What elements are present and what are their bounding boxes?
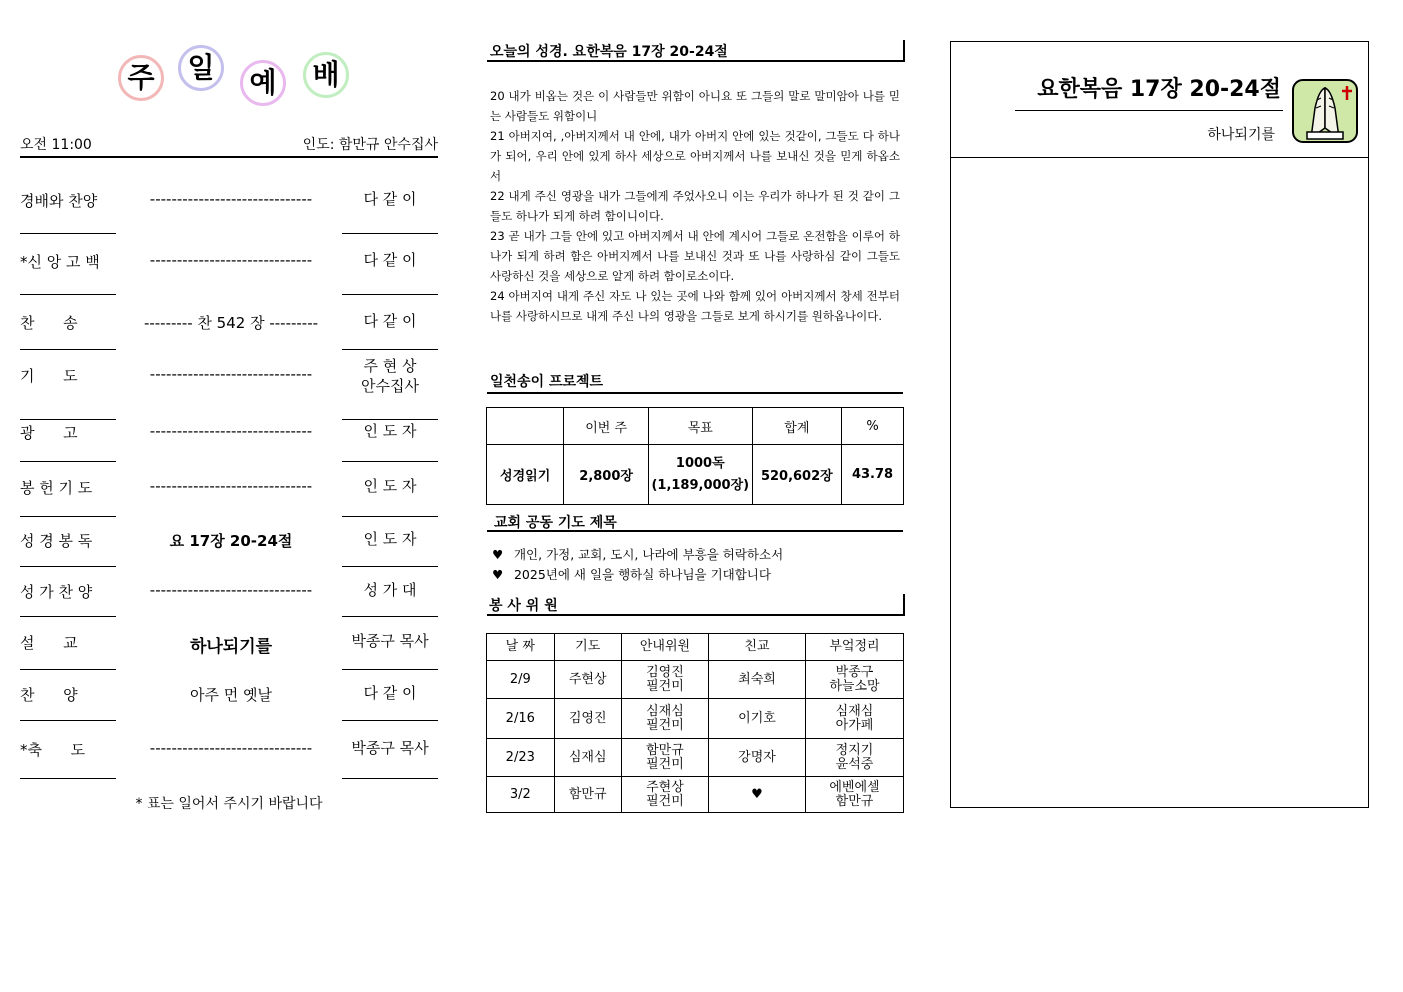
prayer-heading-text: 교회 공동 기도 제목 [494, 515, 617, 531]
sermon-title-underline [1015, 110, 1283, 111]
title-char: 주 [118, 55, 164, 101]
order-detail: ------------------------------ [149, 477, 313, 495]
table-cell: 박종구 하늘소망 [805, 661, 903, 699]
underline [342, 461, 438, 462]
table-cell: 3/2 [487, 777, 555, 813]
table-cell: 1000독 (1,189,000장) [648, 445, 752, 505]
table-header [487, 408, 564, 445]
underline [20, 669, 116, 670]
table-cell: 주현상 필건미 [621, 777, 708, 813]
list-item [492, 565, 902, 585]
table-cell: 정지기 윤석중 [805, 739, 903, 777]
underline [20, 720, 116, 721]
table-header: 안내위원 [621, 634, 708, 661]
table-cell: 2/16 [487, 699, 555, 739]
table-header: 날 짜 [487, 634, 555, 661]
table-cell: 주현상 [554, 661, 621, 699]
underline [20, 616, 116, 617]
scripture-verses [490, 86, 900, 326]
order-presenter: 인 도 자 [363, 530, 417, 548]
order-detail: ------------------------------ [149, 581, 313, 599]
title-char: 배 [303, 52, 349, 98]
project-heading-text: 일천송이 프로젝트 [490, 374, 604, 390]
table-cell: 심재심 필건미 [621, 699, 708, 739]
title-char: 예 [240, 60, 286, 106]
table-row [487, 661, 904, 699]
service-leader: 인도: 함만규 안수집사 [302, 137, 438, 153]
order-label: 성 가 찬 양 [20, 583, 93, 601]
list-item [492, 545, 902, 565]
table-cell: 2/23 [487, 739, 555, 777]
volunteers-heading [487, 594, 905, 616]
table-cell: 최숙희 [709, 661, 806, 699]
table-cell: 2/9 [487, 661, 555, 699]
underline [342, 778, 438, 779]
table-row [487, 634, 904, 661]
order-label: 성 경 봉 독 [20, 532, 93, 550]
table-row [487, 408, 904, 445]
prayer-list [492, 545, 902, 585]
underline [342, 720, 438, 721]
heart-icon: ♥ [492, 547, 504, 562]
table-cell: 에벤에셀 함만규 [805, 777, 903, 813]
scripture-heading [487, 40, 905, 62]
table-cell: 강명자 [709, 739, 806, 777]
table-row [487, 739, 904, 777]
prayer-item: 2025년에 새 일을 행하실 하나님을 기대합니다 [513, 567, 771, 582]
underline [342, 233, 438, 234]
table-cell: 이기호 [709, 699, 806, 739]
underline [20, 778, 116, 779]
prayer-item: 개인, 가정, 교회, 도시, 나라에 부흥을 허락하소서 [513, 547, 784, 562]
order-label: 경배와 찬양 [20, 192, 98, 210]
underline [20, 566, 116, 567]
volunteers-table [486, 633, 904, 813]
order-label: 봉 헌 기 도 [20, 479, 93, 497]
underline [342, 669, 438, 670]
order-presenter: 성 가 대 [363, 581, 417, 599]
order-label: 기 도 [20, 367, 78, 385]
order-presenter: 인 도 자 [363, 422, 417, 440]
project-heading [487, 368, 903, 394]
scripture-heading-text: 오늘의 성경. 요한복음 17장 20-24절 [490, 44, 728, 60]
table-header: 이번 주 [564, 408, 649, 445]
verse: 23 곧 내가 그들 안에 있고 아버지께서 내 안에 계시어 그들로 온전함을 이루어 하나가 되게 하려 함은 아버지께서 나를 보내신 것과 또 나를 사랑하심 같이 그들도 사랑하신 것을 세상으로 알게 하려 함이로소이다. [490, 229, 900, 283]
table-cell: ♥ [709, 777, 806, 813]
verse: 21 아버지여, ,아버지께서 내 안에, 내가 아버지 안에 있는 것같이, 그들도 다 하나가 되어, 우리 안에 있게 하사 세상으로 아버지께서 나를 보내신 것을 믿게 하옵소서 [490, 129, 900, 183]
underline [342, 616, 438, 617]
praying-hands-icon [1291, 78, 1359, 144]
table-row [487, 699, 904, 739]
order-label: 찬 양 [20, 686, 78, 704]
order-presenter: 박종구 목사 [351, 632, 429, 650]
underline [342, 294, 438, 295]
order-presenter: 인 도 자 [363, 477, 417, 495]
order-detail: ------------------------------ [149, 739, 313, 757]
order-presenter: 다 같 이 [363, 684, 417, 702]
order-detail: ------------------------------ [149, 190, 313, 208]
underline [20, 233, 116, 234]
verse: 24 아버지여 내게 주신 자도 나 있는 곳에 나와 함께 있어 아버지께서 창세 전부터 나를 사랑하시므로 내게 주신 나의 영광을 그들로 보게 하시기를 원하옵나이다. [490, 289, 900, 323]
volunteers-heading-text: 봉 사 위 원 [489, 598, 558, 614]
order-label: *신 앙 고 백 [20, 253, 100, 271]
verse: 20 내가 비옵는 것은 이 사람들만 위함이 아니요 또 그들의 말로 말미암아 나를 믿는 사람들도 위함이니 [490, 89, 900, 123]
service-time: 오전 11:00 [20, 137, 92, 153]
table-header: 합계 [752, 408, 841, 445]
underline [342, 349, 438, 350]
order-detail: ------------------------------ [149, 422, 313, 440]
order-label: 설 교 [20, 634, 78, 652]
title-char: 일 [178, 45, 224, 91]
table-cell: 함만규 필건미 [621, 739, 708, 777]
table-header: 기도 [554, 634, 621, 661]
heart-icon: ♥ [492, 567, 504, 582]
order-presenter: 다 같 이 [363, 251, 417, 269]
table-cell: 43.78 [842, 445, 904, 505]
underline [20, 461, 116, 462]
order-detail: --------- 찬 542 장 --------- [143, 314, 319, 332]
table-cell: 2,800장 [564, 445, 649, 505]
order-label: *축 도 [20, 741, 86, 759]
table-cell: 성경읽기 [487, 445, 564, 505]
underline [20, 419, 116, 420]
underline [342, 516, 438, 517]
project-table [486, 407, 904, 505]
sermon-title: 요한복음 17장 20-24절 [1037, 77, 1281, 102]
table-cell: 김영진 필건미 [621, 661, 708, 699]
order-label: 광 고 [20, 424, 78, 442]
verse: 22 내게 주신 영광을 내가 그들에게 주었사오니 이는 우리가 하나가 된 것 같이 그들도 하나가 되게 하려 함이니이다. [490, 189, 900, 223]
order-detail: ------------------------------ [149, 251, 313, 269]
sermon-notes-box [950, 41, 1369, 808]
table-header: 목표 [648, 408, 752, 445]
table-cell: 520,602장 [752, 445, 841, 505]
table-header: % [842, 408, 904, 445]
prayer-heading [487, 512, 903, 532]
order-detail: 하나되기를 [189, 637, 273, 657]
underline [20, 516, 116, 517]
table-cell: 심재심 [554, 739, 621, 777]
table-cell: 김영진 [554, 699, 621, 739]
sermon-subtitle: 하나되기를 [1207, 127, 1275, 143]
table-row [487, 445, 904, 505]
service-header [20, 132, 438, 158]
order-detail: 아주 먼 옛날 [190, 686, 272, 704]
table-cell: 심재심 아가페 [805, 699, 903, 739]
underline [342, 566, 438, 567]
table-header: 친교 [709, 634, 806, 661]
order-label: 찬 송 [20, 314, 78, 332]
order-presenter: 다 같 이 [363, 312, 417, 330]
underline [20, 349, 116, 350]
table-row [487, 777, 904, 813]
footnote: * 표는 일어서 주시기 바랍니다 [135, 796, 323, 812]
order-presenter: 주 현 상 안수집사 [361, 357, 419, 395]
table-cell: 함만규 [554, 777, 621, 813]
order-detail: 요 17장 20-24절 [169, 532, 293, 550]
table-header: 부엌정리 [805, 634, 903, 661]
order-presenter: 박종구 목사 [351, 739, 429, 757]
sermon-header [951, 42, 1368, 158]
order-presenter: 다 같 이 [363, 190, 417, 208]
order-detail: ------------------------------ [149, 365, 313, 383]
underline [20, 294, 116, 295]
